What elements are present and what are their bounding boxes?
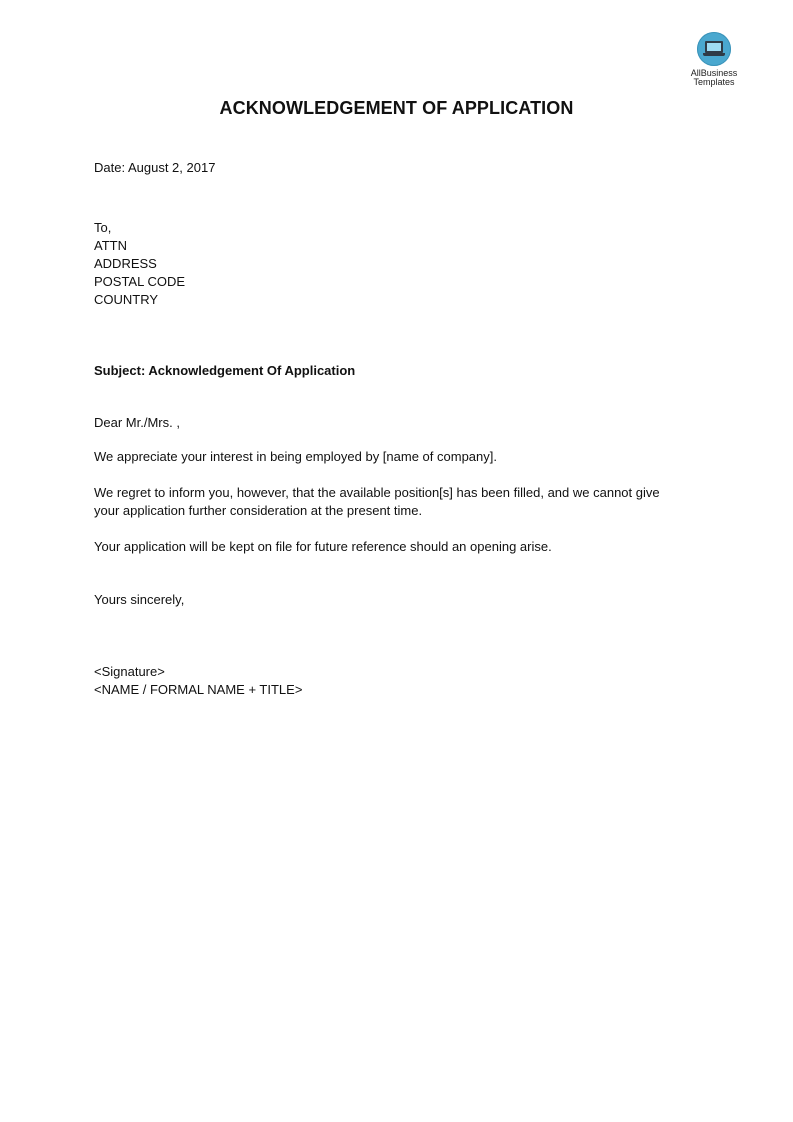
letter-paragraph-3: Your application will be kept on file for future reference should an opening arise. — [94, 539, 552, 554]
document-title: ACKNOWLEDGEMENT OF APPLICATION — [219, 98, 574, 118]
letter-paragraph-2-line-2: your application further consideration at the present time. — [94, 503, 423, 518]
recipient-to: To, — [94, 220, 112, 235]
letter-date: Date: August 2, 2017 — [94, 160, 216, 175]
name-title-placeholder: <NAME / FORMAL NAME + TITLE> — [94, 682, 303, 697]
recipient-postal-code: POSTAL CODE — [94, 274, 186, 289]
letter-paragraph-2-line-1: We regret to inform you, however, that the available position[s] has been filled, and we cannot give — [94, 485, 660, 500]
recipient-country: COUNTRY — [94, 292, 159, 307]
logo-line-2: Templates — [693, 77, 735, 87]
signature-placeholder: <Signature> — [94, 664, 165, 679]
brand-logo — [680, 32, 748, 87]
logo-line-1: AllBusiness — [690, 68, 738, 78]
recipient-address: ADDRESS — [94, 256, 157, 271]
logo-text — [680, 69, 748, 87]
letter-paragraph-1: We appreciate your interest in being employed by [name of company]. — [94, 449, 497, 464]
laptop-icon — [697, 32, 731, 66]
letter-subject: Subject: Acknowledgement Of Application — [94, 363, 356, 378]
letter-closing: Yours sincerely, — [94, 592, 185, 607]
letter-salutation: Dear Mr./Mrs. , — [94, 415, 180, 430]
recipient-attn: ATTN — [94, 238, 127, 253]
